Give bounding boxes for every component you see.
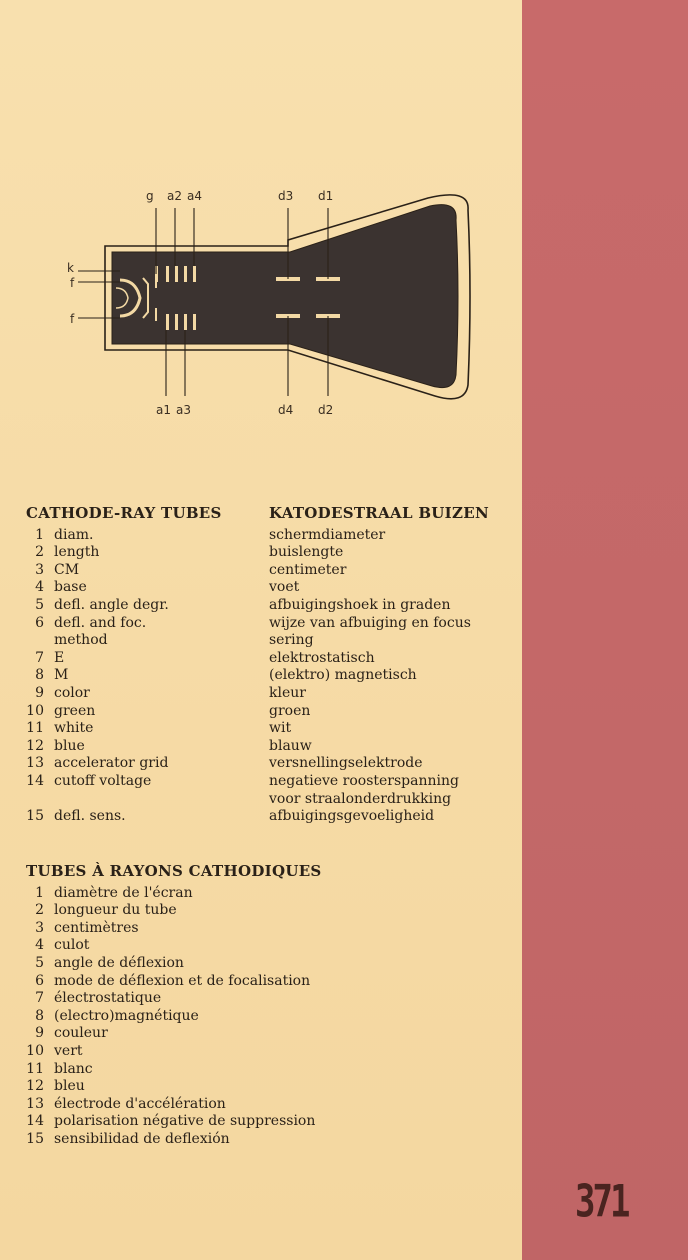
french-glossary — [26, 863, 506, 1149]
list-item: (elektro) magnetisch — [269, 667, 417, 684]
list-item: 8 (electro)magnétique — [35, 1007, 199, 1024]
list-item: 8 M — [35, 667, 69, 684]
english-heading: CATHODE-RAY TUBES — [26, 504, 222, 522]
list-item: 1 diamètre de l'écran — [35, 884, 193, 901]
list-item: afbuigingshoek in graden — [269, 596, 451, 613]
label-d2: d2 — [318, 403, 334, 417]
label-d4: d4 — [278, 403, 294, 417]
list-item: 3 centimètres — [35, 919, 139, 936]
list-item: 9 couleur — [35, 1025, 108, 1042]
french-heading: TUBES À RAYONS CATHODIQUES — [26, 862, 322, 880]
list-item: blauw — [269, 737, 312, 754]
list-item: 13 électrode d'accélération — [26, 1095, 226, 1112]
list-item: 4 culot — [35, 937, 90, 954]
list-item: 10 vert — [26, 1042, 83, 1059]
label-d1: d1 — [318, 189, 334, 203]
dutch-heading: KATODESTRAAL BUIZEN — [269, 504, 489, 522]
list-item: 3 CM — [35, 561, 80, 578]
label-g: g — [146, 189, 154, 203]
dutch-glossary — [269, 505, 524, 826]
list-item: 6 defl. and foc. — [35, 614, 147, 631]
list-item: afbuigingsgevoeligheid — [269, 808, 435, 825]
list-item: groen — [269, 702, 311, 719]
list-item: wit — [269, 720, 292, 737]
list-item: 14 cutoff voltage — [26, 772, 152, 789]
list-item: kleur — [269, 684, 306, 701]
list-item: versnellingselektrode — [269, 755, 423, 772]
crt-diagram — [40, 180, 480, 420]
red-margin-strip — [522, 0, 688, 1260]
label-a2: a2 — [167, 189, 182, 203]
label-a4: a4 — [187, 189, 202, 203]
label-a3: a3 — [176, 403, 191, 417]
list-item: 4 base — [35, 579, 87, 596]
list-item: 5 angle de déflexion — [35, 954, 184, 971]
list-item: 12 bleu — [26, 1078, 85, 1095]
list-item: negatieve roosterspanning — [269, 772, 459, 789]
list-item: 12 blue — [26, 737, 85, 754]
label-f-lower: f — [70, 312, 75, 326]
list-item: sering — [269, 632, 314, 649]
list-item: buislengte — [269, 544, 344, 561]
list-item: 1 diam. — [35, 526, 94, 543]
list-item: 6 mode de déflexion et de focalisation — [35, 972, 311, 989]
label-d3: d3 — [278, 189, 294, 203]
list-item: 5 defl. angle degr. — [35, 596, 169, 613]
list-item: 2 length — [35, 544, 100, 561]
list-item: 14 polarisation négative de suppression — [26, 1113, 316, 1130]
english-glossary — [26, 505, 266, 826]
list-item: 15 sensibilidad de deflexión — [26, 1130, 230, 1147]
tube-body — [112, 205, 458, 388]
label-f-upper: f — [70, 276, 75, 290]
list-item: voet — [269, 579, 300, 596]
list-item: 10 green — [26, 702, 96, 719]
label-k: k — [67, 261, 74, 275]
list-item: elektrostatisch — [269, 649, 375, 666]
list-item: 15 defl. sens. — [26, 808, 126, 825]
list-item: 9 color — [35, 684, 90, 701]
list-item: schermdiameter — [269, 526, 386, 543]
label-a1: a1 — [156, 403, 171, 417]
page-number: 371 — [575, 1176, 628, 1228]
list-item: 2 longueur du tube — [35, 902, 177, 919]
list-item: 13 accelerator grid — [26, 755, 169, 772]
list-item: 11 white — [26, 720, 94, 737]
list-item: wijze van afbuiging en focus — [269, 614, 471, 631]
list-item: centimeter — [269, 561, 347, 578]
list-item: method — [54, 632, 108, 649]
list-item: 7 E — [35, 649, 65, 666]
list-item: 11 blanc — [26, 1060, 93, 1077]
list-item: voor straalonderdrukking — [269, 790, 452, 807]
list-item: 7 électrostatique — [35, 990, 162, 1007]
